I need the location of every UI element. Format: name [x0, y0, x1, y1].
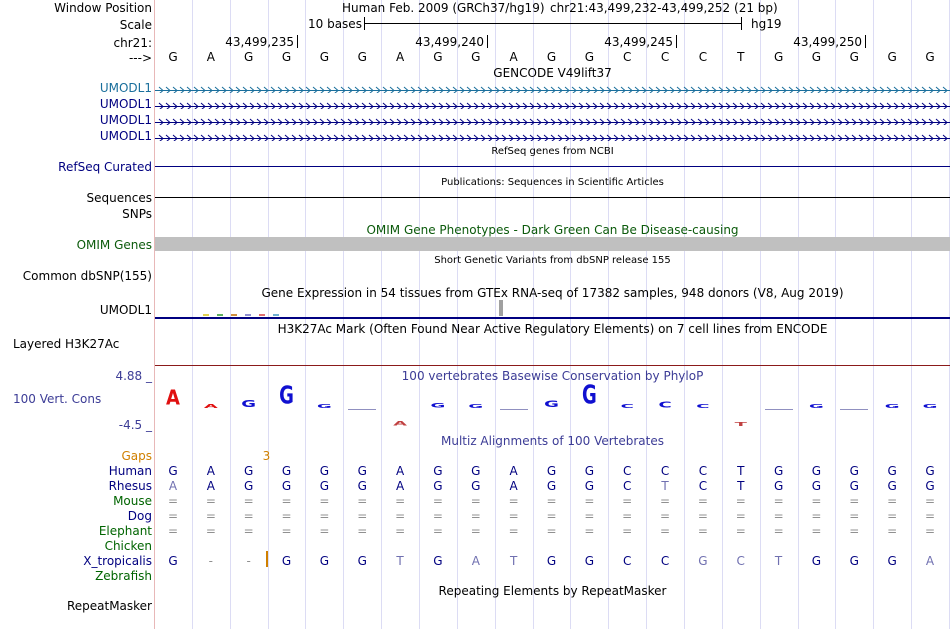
conservation-logo-letter: G: [809, 403, 824, 410]
track-labels-panel: [0, 0, 154, 629]
alignment-base: G: [811, 554, 822, 568]
alignment-base: G: [584, 554, 594, 568]
alignment-base: G: [433, 479, 443, 493]
insertion-marker: [266, 551, 268, 567]
reference-base: G: [319, 50, 330, 64]
alignment-base: C: [622, 554, 632, 568]
alignment-base: =: [849, 524, 860, 538]
alignment-base: =: [167, 524, 179, 538]
alignment-base: =: [243, 524, 254, 538]
alignment-base: A: [395, 479, 405, 493]
alignment-base: G: [319, 464, 330, 478]
alignment-base: G: [546, 464, 557, 478]
alignment-base: G: [925, 464, 935, 478]
alignment-base: G: [887, 464, 897, 478]
base-grid-line: [835, 0, 836, 629]
alignment-base: T: [774, 554, 783, 568]
reference-base: G: [281, 50, 292, 64]
conservation-logo-letter: G: [241, 398, 257, 410]
conservation-max-label: 4.88 _: [115, 369, 152, 383]
alignment-base: =: [546, 494, 557, 508]
base-grid-line: [722, 0, 723, 629]
gtex-tissue-tick: [231, 314, 237, 316]
conservation-flat-mark: [765, 409, 793, 410]
strand-label: --->: [128, 51, 152, 65]
conservation-logo-letter: A: [393, 420, 408, 428]
alignment-base: G: [433, 554, 443, 568]
h3k27ac-baseline: [155, 365, 950, 366]
base-grid-line: [533, 0, 534, 629]
alignment-base: G: [849, 479, 859, 493]
gencode-transcript[interactable]: [155, 116, 950, 125]
reference-base: G: [546, 50, 557, 64]
alignment-base: T: [737, 464, 745, 478]
gencode-item-label[interactable]: UMODL1: [99, 129, 152, 143]
alignment-base: =: [357, 509, 368, 523]
refseq-label[interactable]: RefSeq Curated: [58, 160, 152, 174]
alignment-base: A: [471, 554, 480, 568]
alignment-base: =: [395, 509, 406, 523]
conservation-flat-mark: [840, 409, 868, 410]
reference-base: A: [206, 50, 215, 64]
alignment-base: G: [281, 479, 292, 493]
conservation-min-label: -4.5 _: [118, 418, 152, 432]
h3k27ac-label[interactable]: Layered H3K27Ac: [13, 337, 120, 351]
conservation-logo-letter: G: [317, 403, 332, 410]
alignment-base: G: [849, 554, 859, 568]
position-label: 43,499,250: [793, 35, 862, 49]
base-grid-line: [495, 0, 496, 629]
scale-label: Scale: [119, 18, 152, 32]
reference-base: G: [471, 50, 481, 64]
reference-base: G: [168, 50, 178, 64]
alignment-base: =: [849, 494, 860, 508]
alignment-base: =: [546, 509, 557, 523]
alignment-base: C: [698, 479, 708, 493]
position-tick: [297, 35, 298, 48]
refseq-line: [155, 166, 950, 167]
alignment-base: =: [773, 509, 784, 523]
alignment-base: -: [208, 554, 214, 568]
alignment-base: =: [432, 509, 443, 523]
reference-base: G: [584, 50, 594, 64]
base-grid-line: [684, 0, 685, 629]
conservation-logo-letter: G: [884, 403, 900, 410]
base-grid-line: [268, 0, 269, 629]
species-label-elephant[interactable]: Elephant: [98, 524, 152, 538]
base-grid-line: [192, 0, 193, 629]
alignment-base: A: [395, 464, 405, 478]
base-grid-line: [760, 0, 761, 629]
base-grid-line: [570, 0, 571, 629]
alignment-base: =: [508, 494, 519, 508]
conservation-flat-mark: [500, 409, 528, 410]
snps-label[interactable]: SNPs: [122, 207, 152, 221]
alignment-base: =: [622, 509, 633, 523]
gencode-item-label[interactable]: UMODL1: [99, 81, 152, 95]
alignment-base: G: [319, 479, 330, 493]
reference-base: G: [811, 50, 822, 64]
repeatmasker-label[interactable]: RepeatMasker: [66, 599, 152, 613]
tracks-panel: [155, 0, 950, 629]
alignment-base: C: [698, 464, 708, 478]
species-label-zebrafish[interactable]: Zebrafish: [95, 569, 152, 583]
gap-count: 3: [262, 449, 271, 463]
gencode-transcript[interactable]: [155, 132, 950, 141]
alignment-base: G: [244, 479, 254, 493]
conservation-logo-letter: C: [658, 400, 672, 410]
alignment-base: =: [887, 509, 898, 523]
alignment-base: =: [432, 524, 443, 538]
alignment-base: G: [357, 464, 367, 478]
gencode-item-label[interactable]: UMODL1: [99, 97, 152, 111]
alignment-base: =: [660, 494, 671, 508]
position-label: 43,499,240: [415, 35, 484, 49]
alignment-base: G: [471, 479, 481, 493]
alignment-base: =: [811, 509, 822, 523]
conservation-track-title: 100 vertebrates Basewise Conservation by PhyloP: [401, 369, 704, 383]
alignment-base: T: [661, 479, 669, 493]
alignment-base: A: [925, 554, 935, 568]
species-label-mouse[interactable]: Mouse: [113, 494, 152, 508]
alignment-base: =: [319, 509, 330, 523]
alignment-base: G: [319, 554, 330, 568]
reference-base: G: [244, 50, 254, 64]
conservation-logo-letter: G: [581, 380, 597, 411]
reference-base: G: [357, 50, 367, 64]
species-label-rhesus[interactable]: Rhesus: [108, 479, 152, 493]
alignment-base: G: [357, 479, 367, 493]
alignment-base: =: [205, 494, 216, 508]
alignment-base: C: [622, 464, 632, 478]
alignment-base: G: [168, 464, 178, 478]
position-tick: [865, 35, 866, 48]
base-grid-line: [343, 0, 344, 629]
conservation-logo-letter: T: [734, 421, 747, 428]
multiz-track-title: Multiz Alignments of 100 Vertebrates: [440, 434, 665, 448]
coordinates-text: chr21:43,499,232-43,499,252 (21 bp): [550, 1, 778, 15]
conservation-flat-mark: [348, 409, 376, 410]
alignment-base: =: [735, 494, 746, 508]
alignment-base: =: [773, 524, 784, 538]
alignment-base: G: [584, 464, 594, 478]
conservation-logo-letter: G: [544, 399, 559, 410]
reference-base: A: [395, 50, 405, 64]
conservation-logo-letter: G: [279, 381, 294, 411]
species-label-dog[interactable]: Dog: [127, 509, 152, 523]
alignment-base: G: [811, 464, 822, 478]
reference-base: G: [849, 50, 859, 64]
alignment-base: =: [924, 509, 936, 523]
alignment-base: G: [471, 464, 481, 478]
alignment-base: =: [622, 494, 633, 508]
publications-label[interactable]: Sequences: [86, 191, 152, 205]
reference-base: G: [773, 50, 784, 64]
alignment-base: =: [697, 509, 708, 523]
base-grid-line: [381, 0, 382, 629]
base-grid-line: [873, 0, 874, 629]
alignment-base: G: [244, 464, 254, 478]
alignment-base: =: [395, 524, 406, 538]
omim-track-title: OMIM Gene Phenotypes - Dark Green Can Be Disease-causing: [366, 223, 739, 237]
gencode-track-title: GENCODE V49lift37: [493, 66, 612, 80]
base-grid-line: [608, 0, 609, 629]
alignment-base: =: [357, 524, 368, 538]
alignment-base: =: [281, 494, 292, 508]
alignment-base: C: [736, 554, 745, 568]
alignment-base: -: [246, 554, 251, 568]
alignment-base: =: [924, 494, 936, 508]
alignment-base: =: [508, 524, 519, 538]
chrom-label: chr21:: [113, 36, 152, 50]
alignment-base: A: [509, 464, 518, 478]
alignment-base: T: [396, 554, 404, 568]
window-position-label: Window Position: [54, 1, 152, 15]
h3k27ac-track-title: H3K27Ac Mark (Often Found Near Active Regulatory Elements) on 7 cell lines from ENCODE: [277, 322, 828, 336]
alignment-base: =: [357, 494, 368, 508]
alignment-base: C: [660, 464, 670, 478]
alignment-base: G: [849, 464, 859, 478]
alignment-base: =: [735, 524, 746, 538]
scale-bar: [364, 23, 741, 24]
alignment-base: T: [737, 479, 745, 493]
conservation-logo-letter: G: [430, 401, 446, 410]
publications-track-title: Publications: Sequences in Scientific Articles: [441, 177, 664, 188]
species-label-human[interactable]: Human: [108, 464, 152, 478]
alignment-base: G: [584, 479, 594, 493]
gtex-tissue-tick: [259, 314, 265, 316]
position-label: 43,499,245: [604, 35, 673, 49]
alignment-base: =: [432, 494, 443, 508]
position-tick: [676, 35, 677, 48]
alignment-base: A: [206, 464, 215, 478]
alignment-base: A: [206, 479, 215, 493]
species-label-x_tropicalis[interactable]: X_tropicalis: [83, 554, 152, 568]
alignment-base: =: [167, 494, 179, 508]
gtex-track-title: Gene Expression in 54 tissues from GTEx RNA-seq of 17382 samples, 948 donors (V8, Aug 2019): [261, 286, 844, 300]
alignment-base: G: [773, 464, 784, 478]
reference-base: G: [925, 50, 935, 64]
alignment-base: G: [357, 554, 367, 568]
dbsnp-track-title: Short Genetic Variants from dbSNP release 155: [434, 255, 671, 266]
alignment-base: G: [773, 479, 784, 493]
position-label: 43,499,235: [225, 35, 294, 49]
alignment-base: =: [470, 524, 481, 538]
alignment-base: G: [811, 479, 822, 493]
conservation-logo-letter: C: [620, 403, 634, 410]
base-grid-line: [646, 0, 647, 629]
assembly-text: Human Feb. 2009 (GRCh37/hg19): [342, 1, 545, 15]
alignment-base: G: [887, 554, 897, 568]
alignment-base: =: [470, 509, 481, 523]
conservation-logo-letter: C: [696, 403, 710, 410]
alignment-base: =: [735, 509, 746, 523]
gtex-label[interactable]: UMODL1: [99, 303, 152, 317]
gtex-tissue-tick: [217, 314, 223, 316]
omim-label[interactable]: OMIM Genes: [76, 238, 152, 252]
gencode-transcript[interactable]: [155, 84, 950, 93]
conservation-logo-letter: A: [203, 403, 218, 410]
alignment-base: =: [546, 524, 557, 538]
reference-base: C: [622, 50, 632, 64]
alignment-base: G: [698, 554, 708, 568]
alignment-base: =: [887, 494, 898, 508]
alignment-base: =: [584, 524, 595, 538]
alignment-base: =: [622, 524, 633, 538]
alignment-base: =: [243, 509, 254, 523]
conservation-label[interactable]: 100 Vert. Cons: [13, 392, 102, 406]
alignment-base: G: [925, 479, 935, 493]
gencode-item-label[interactable]: UMODL1: [99, 113, 152, 127]
publications-line: [155, 197, 950, 198]
alignment-base: A: [509, 479, 518, 493]
base-grid-line: [457, 0, 458, 629]
gtex-tissue-tick: [203, 314, 209, 316]
alignment-base: =: [697, 524, 708, 538]
reference-base: C: [660, 50, 670, 64]
alignment-base: =: [470, 494, 481, 508]
reference-base: G: [433, 50, 443, 64]
position-tick: [487, 35, 488, 48]
alignment-base: =: [395, 494, 406, 508]
repeatmasker-track-title: Repeating Elements by RepeatMasker: [438, 584, 667, 598]
dbsnp-label[interactable]: Common dbSNP(155): [22, 269, 152, 283]
base-grid-line: [911, 0, 912, 629]
alignment-base: =: [584, 494, 595, 508]
alignment-base: =: [205, 509, 216, 523]
alignment-base: =: [281, 524, 292, 538]
alignment-base: G: [546, 554, 557, 568]
alignment-base: C: [660, 554, 670, 568]
reference-base: G: [887, 50, 897, 64]
alignment-base: =: [811, 524, 822, 538]
alignment-base: =: [584, 509, 595, 523]
alignment-base: =: [660, 509, 671, 523]
gtex-tissue-tick: [245, 314, 251, 316]
alignment-base: G: [887, 479, 897, 493]
alignment-base: G: [281, 554, 292, 568]
alignment-base: G: [168, 554, 178, 568]
alignment-base: C: [622, 479, 632, 493]
gencode-transcript[interactable]: [155, 100, 950, 109]
conservation-logo-letter: G: [468, 403, 484, 410]
species-label-chicken[interactable]: Chicken: [104, 539, 152, 553]
alignment-base: =: [660, 524, 671, 538]
gtex-gene-line: [155, 317, 950, 319]
alignment-base: =: [243, 494, 254, 508]
alignment-base: =: [811, 494, 822, 508]
alignment-base: G: [546, 479, 557, 493]
alignment-base: =: [697, 494, 708, 508]
reference-base: T: [737, 50, 745, 64]
gtex-tissue-tick: [273, 314, 279, 316]
gaps-label[interactable]: Gaps: [121, 449, 152, 463]
alignment-base: =: [319, 524, 330, 538]
scale-bar-end-tick: [741, 17, 742, 30]
base-grid-line: [798, 0, 799, 629]
conservation-logo-letter: G: [922, 403, 938, 410]
scale-bar-start-tick: [364, 17, 365, 30]
alignment-base: =: [167, 509, 179, 523]
base-grid-line: [419, 0, 420, 629]
alignment-base: =: [205, 524, 216, 538]
alignment-base: A: [168, 479, 178, 493]
alignment-base: =: [508, 509, 519, 523]
base-grid-line: [305, 0, 306, 629]
alignment-base: =: [924, 524, 936, 538]
conservation-logo-letter: A: [166, 386, 180, 411]
reference-base: C: [698, 50, 708, 64]
refseq-track-title: RefSeq genes from NCBI: [491, 146, 614, 157]
alignment-base: =: [773, 494, 784, 508]
omim-gene-bar[interactable]: [155, 237, 950, 251]
alignment-base: T: [509, 554, 518, 568]
scale-text: 10 bases: [308, 17, 362, 31]
alignment-base: =: [319, 494, 330, 508]
alignment-base: G: [433, 464, 443, 478]
scale-db: hg19: [751, 17, 782, 31]
alignment-base: =: [849, 509, 860, 523]
alignment-base: =: [887, 524, 898, 538]
reference-base: A: [509, 50, 518, 64]
alignment-base: G: [281, 464, 292, 478]
alignment-base: =: [281, 509, 292, 523]
gtex-tissue-bar[interactable]: [499, 300, 503, 316]
